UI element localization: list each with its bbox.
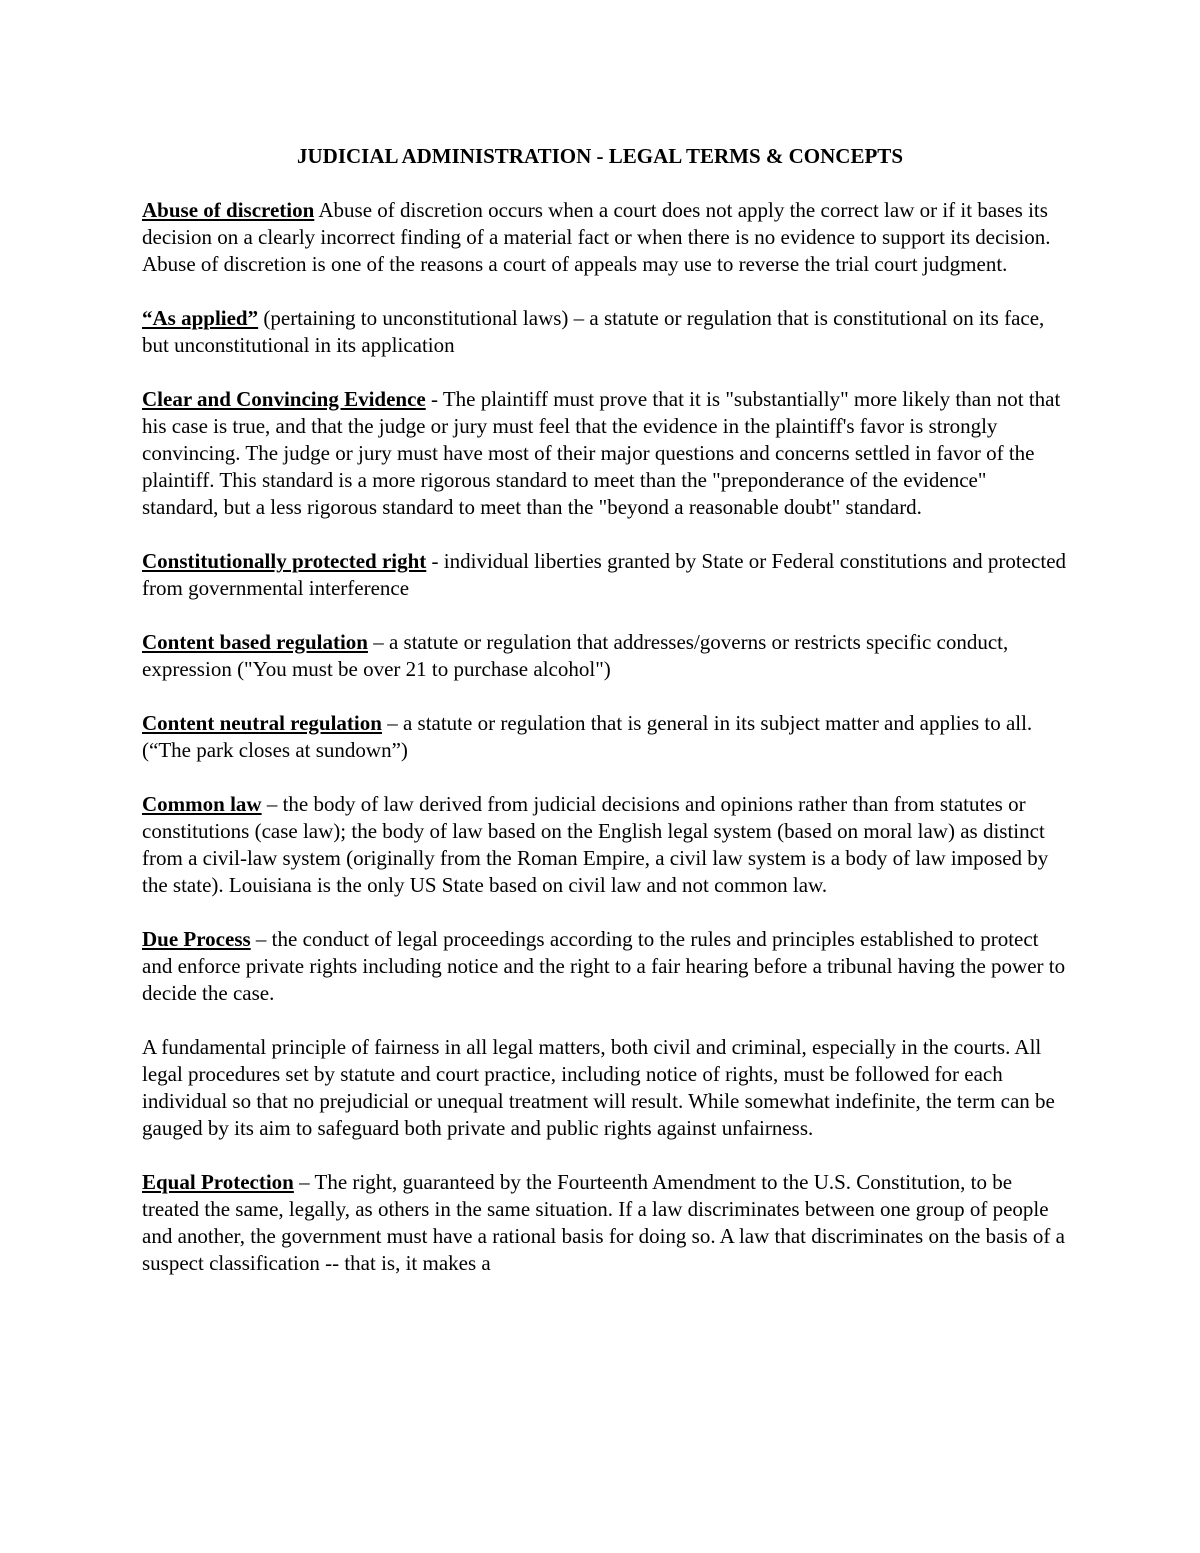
document-title: JUDICIAL ADMINISTRATION - LEGAL TERMS & CONCEPTS <box>297 144 903 168</box>
term-definition: – the conduct of legal proceedings according to the rules and principles established to protect and enforce private rights including notice and the right to a fair hearing before a tribunal having the power to decide the case. <box>142 927 1066 1005</box>
term-name: Constitutionally protected right <box>142 549 427 573</box>
term-entry-clear-and-convincing-evidence <box>142 386 1067 521</box>
term-entry-common-law <box>142 791 1067 899</box>
terms-list <box>142 197 1067 1304</box>
due-process-paragraph <box>142 1034 1067 1142</box>
term-name: Clear and Convincing Evidence <box>142 387 426 411</box>
term-definition: - The plaintiff must prove that it is "substantially" more likely than not that his case is true, and that the judge or jury must feel that the evidence in the plaintiff's favor is strongly convincing. The judge or jury must have most of their major questions and concerns settled in favor of the plaintiff. This standard is a more rigorous standard to meet than the "preponderance of the evidence" standard, but a less rigorous standard to meet than the "beyond a reasonable doubt" standard. <box>142 387 1061 519</box>
term-name: Abuse of discretion <box>142 198 315 222</box>
term-entry-constitutionally-protected-right <box>142 548 1067 602</box>
term-entry-content-neutral-regulation <box>142 710 1067 764</box>
term-definition: (pertaining to unconstitutional laws) – a statute or regulation that is constitutional on its face, but unconstitutional in its application <box>142 306 1045 357</box>
term-definition: – a statute or regulation that is general in its subject matter and applies to all. (“The park closes at sundown”) <box>142 711 1033 762</box>
term-entry-abuse-of-discretion <box>142 197 1067 278</box>
term-definition: – a statute or regulation that addresses/governs or restricts specific conduct, expression ("You must be over 21 to purchase alcohol") <box>142 630 1009 681</box>
term-definition: - individual liberties granted by State or Federal constitutions and protected from governmental interference <box>142 549 1067 600</box>
term-definition: – the body of law derived from judicial decisions and opinions rather than from statutes or constitutions (case law); the body of law based on the English legal system (based on moral law) as distinct from a civil-law system (originally from the Roman Empire, a civil law system is a body of law imposed by the state). Louisiana is the only US State based on civil law and not common law. <box>142 792 1049 897</box>
term-name: Due Process <box>142 927 251 951</box>
term-entry-content-based-regulation <box>142 629 1067 683</box>
term-entry-as-applied <box>142 305 1067 359</box>
term-definition: – The right, guaranteed by the Fourteenth Amendment to the U.S. Constitution, to be treated the same, legally, as others in the same situation. If a law discriminates between one group of people and another, the government must have a rational basis for doing so. A law that discriminates on the basis of a suspect classification -- that is, it makes a <box>142 1170 1065 1275</box>
term-entry-due-process <box>142 926 1067 1007</box>
term-definition: A fundamental principle of fairness in all legal matters, both civil and criminal, especially in the courts. All legal procedures set by statute and court practice, including notice of rights, must be followed for each individual so that no prejudicial or unequal treatment will result. While somewhat indefinite, the term can be gauged by its aim to safeguard both private and public rights against unfairness. <box>142 1035 1055 1140</box>
term-name: Equal Protection <box>142 1170 294 1194</box>
term-name: Content neutral regulation <box>142 711 382 735</box>
term-name: Content based regulation <box>142 630 368 654</box>
term-definition: Abuse of discretion occurs when a court does not apply the correct law or if it bases its decision on a clearly incorrect finding of a material fact or when there is no evidence to support its decision. Abuse of discretion is one of the reasons a court of appeals may use to reverse the trial court judgment. <box>142 198 1051 276</box>
term-entry-equal-protection <box>142 1169 1067 1277</box>
term-name: “As applied” <box>142 306 259 330</box>
term-name: Common law <box>142 792 262 816</box>
